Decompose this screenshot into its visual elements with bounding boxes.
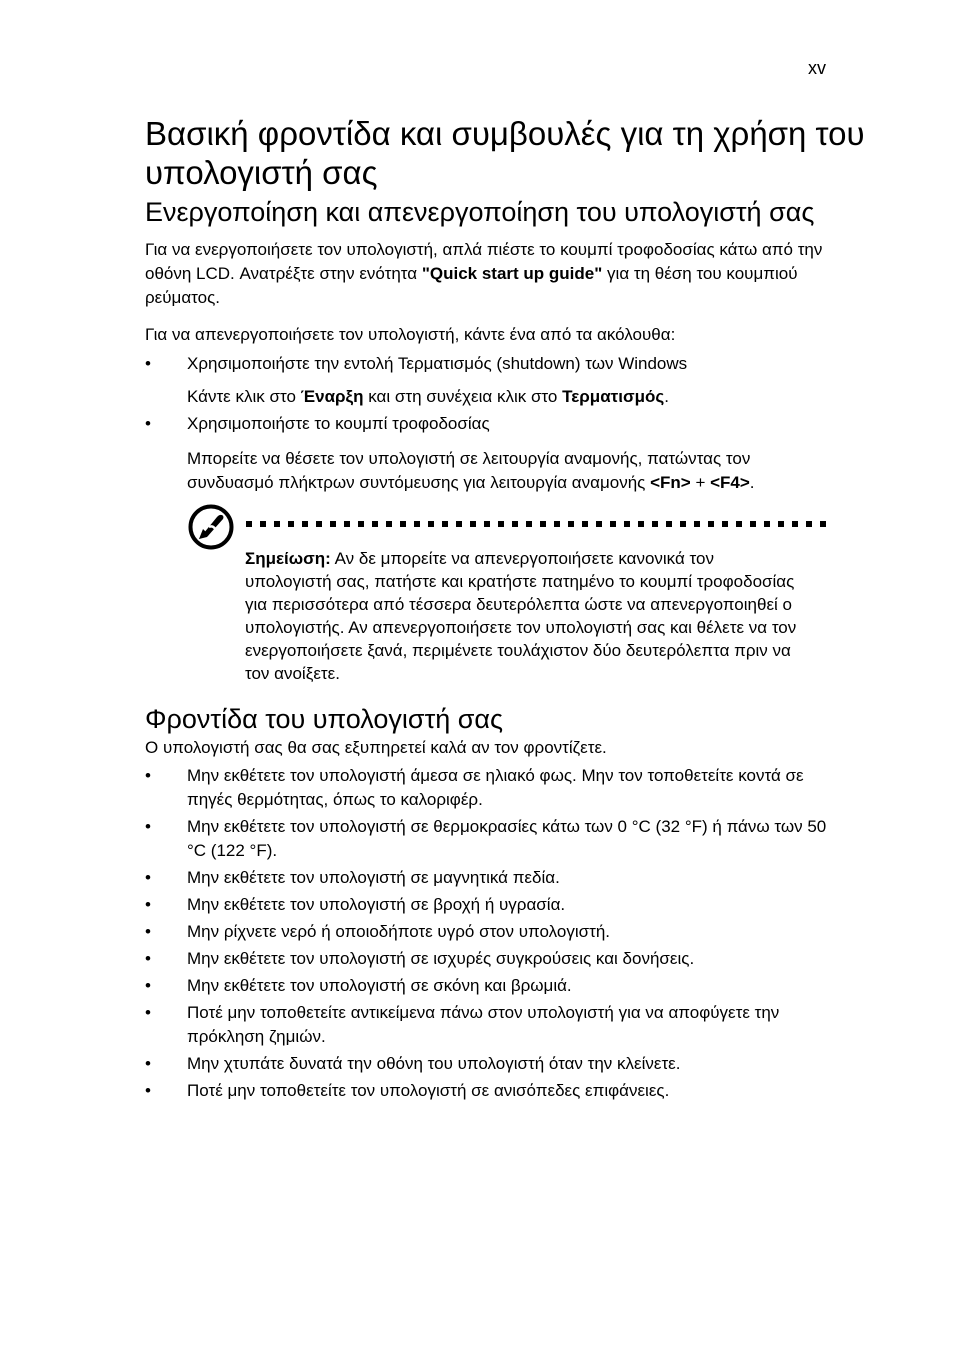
section-heading-power: Ενεργοποίηση και απενεργοποίηση του υπολογιστή σας xyxy=(145,197,815,227)
bullet-icon: • xyxy=(145,895,151,914)
power-on-paragraph: Για να ενεργοποιήσετε τον υπολογιστή, απλά πιέστε το κουμπί τροφοδοσίας κάτω από την οθόνη LCD. Ανατρέξτε στην ενότητα "Quick start up guide" για τη θέση του κουμπιού ρεύματος. xyxy=(145,240,823,307)
note-text: Σημείωση: Αν δε μπορείτε να απενεργοποιήσετε κανονικά τον υπολογιστή σας, πατήστε και κρατήστε πατημένο το κουμπί τροφοδοσίας για περισσότερα από τέσσερα δευτερόλεπτα ώστε να απενεργοποιηθεί ο υπολογιστής. Αν απενεργοποιήσετε τον υπολογιστή σας και θέλετε να τον ενεργοποιήσετε ξανά, περιμένετε τουλάχιστον δύο δευτερόλεπτα πριν να τον ανοίξετε. xyxy=(245,549,797,683)
bullet-icon: • xyxy=(145,868,151,887)
bullet-icon: • xyxy=(145,949,151,968)
bullet-icon: • xyxy=(145,922,151,941)
list-item: • Μην εκθέτετε τον υπολογιστή σε σκόνη και βρωμιά. xyxy=(145,974,835,998)
bullet-icon: • xyxy=(145,817,151,836)
sleep-instruction: Μπορείτε να θέσετε τον υπολογιστή σε λειτουργία αναμονής, πατώντας τον συνδυασμό πλήκτρων συντόμευσης για λειτουργία αναμονής <Fn> + <F4>. xyxy=(187,449,755,492)
list-item: • Χρησιμοποιήστε το κουμπί τροφοδοσίας xyxy=(145,412,835,436)
power-off-list-2 xyxy=(145,412,835,436)
bullet-icon: • xyxy=(145,414,151,433)
note-divider xyxy=(246,521,832,527)
list-item: • Μην εκθέτετε τον υπολογιστή άμεσα σε ηλιακό φως. Μην τον τοποθετείτε κοντά σε πηγές θερμότητας, όπως το καλοριφέρ. xyxy=(145,766,804,809)
power-off-list-1 xyxy=(145,352,835,376)
list-item: • Ποτέ μην τοποθετείτε τον υπολογιστή σε ανισόπεδες επιφάνειες. xyxy=(145,1079,835,1103)
bullet-icon: • xyxy=(145,1003,151,1022)
list-item: • Μην ρίχνετε νερό ή οποιοδήποτε υγρό στον υπολογιστή. xyxy=(145,920,835,944)
care-intro: Ο υπολογιστή σας θα σας εξυπηρετεί καλά αν τον φροντίζετε. xyxy=(145,738,607,757)
section-heading-care: Φροντίδα του υπολογιστή σας xyxy=(145,704,504,734)
list-item: • Χρησιμοποιήστε την εντολή Τερματισμός (shutdown) των Windows xyxy=(145,352,835,376)
list-item: • Μην χτυπάτε δυνατά την οθόνη του υπολογιστή όταν την κλείνετε. xyxy=(145,1052,835,1076)
list-item: • Μην εκθέτετε τον υπολογιστή σε βροχή ή υγρασία. xyxy=(145,893,835,917)
list-item: • Μην εκθέτετε τον υπολογιστή σε μαγνητικά πεδία. xyxy=(145,866,835,890)
power-off-intro: Για να απενεργοποιήσετε τον υπολογιστή, κάντε ένα από τα ακόλουθα: xyxy=(145,325,676,344)
shutdown-instruction: Κάντε κλικ στο Έναρξη και στη συνέχεια κλικ στο Τερματισμός. xyxy=(187,387,669,406)
list-item: • Μην εκθέτετε τον υπολογιστή σε ισχυρές συγκρούσεις και δονήσεις. xyxy=(145,947,835,971)
list-item: • Μην εκθέτετε τον υπολογιστή σε θερμοκρασίες κάτω των 0 °C (32 °F) ή πάνω των 50 °C (122 °F). xyxy=(145,817,827,860)
bullet-icon: • xyxy=(145,1081,151,1100)
bullet-icon: • xyxy=(145,766,151,785)
page-number: xv xyxy=(808,58,826,78)
note-pen-icon xyxy=(187,503,235,551)
page-title: Βασική φροντίδα και συμβουλές για τη χρήση του υπολογιστή σας xyxy=(145,115,865,191)
bullet-icon: • xyxy=(145,976,151,995)
list-item: • Ποτέ μην τοποθετείτε αντικείμενα πάνω στον υπολογιστή για να αποφύγετε την πρόκληση ζημιών. xyxy=(145,1003,780,1046)
bullet-icon: • xyxy=(145,354,151,373)
bullet-icon: • xyxy=(145,1054,151,1073)
care-list xyxy=(145,764,835,1106)
